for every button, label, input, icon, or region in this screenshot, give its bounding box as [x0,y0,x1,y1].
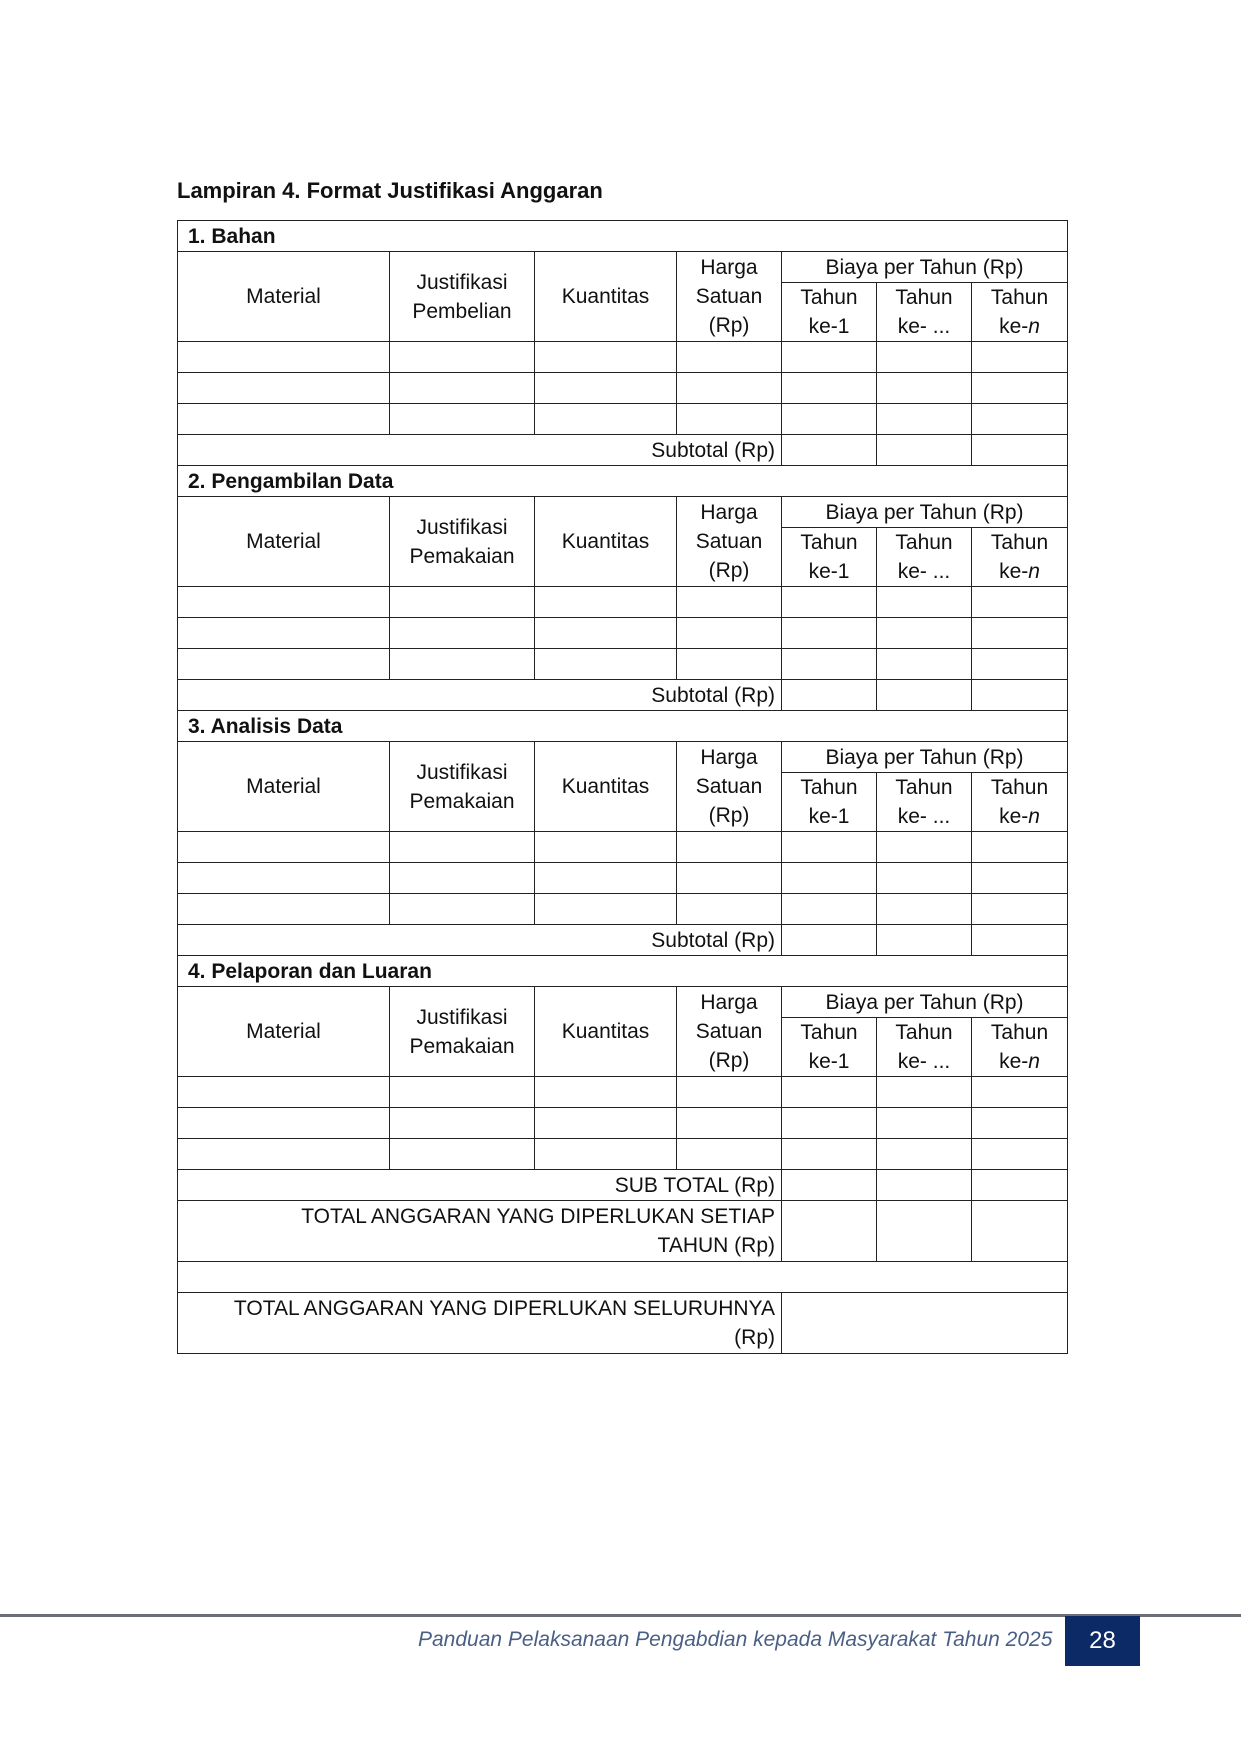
table-cell[interactable] [877,1108,972,1139]
table-cell[interactable] [782,618,877,649]
annual-cost-header: Biaya per Tahun (Rp) [782,987,1068,1018]
table-cell[interactable] [677,1139,782,1170]
table-cell[interactable] [390,587,535,618]
table-cell[interactable] [972,1139,1068,1170]
column-header-row [178,497,1068,528]
unit-price-line3: (Rp) [708,1049,750,1072]
table-cell[interactable] [782,435,877,466]
table-cell[interactable] [535,342,677,373]
table-row [178,863,1068,894]
table-cell[interactable] [782,925,877,956]
year-1-header [782,773,877,832]
unit-price-header [677,987,782,1077]
table-cell[interactable] [178,894,390,925]
year-index-prefix: ke- [999,315,1029,338]
table-cell[interactable] [972,832,1068,863]
column-header-row [178,987,1068,1018]
year-index: ke-1 [808,560,850,583]
table-cell[interactable] [390,1108,535,1139]
table-cell[interactable] [677,587,782,618]
table-cell[interactable] [782,894,877,925]
table-cell[interactable] [535,863,677,894]
table-cell[interactable] [677,373,782,404]
subtotal-row [178,1170,1068,1201]
table-cell[interactable] [178,1077,390,1108]
total-overall-line1: TOTAL ANGGARAN YANG DIPERLUKAN SELURUHNYA [233,1297,775,1320]
table-cell[interactable] [390,649,535,680]
year-ellipsis-header [877,773,972,832]
table-cell[interactable] [877,1170,972,1201]
annual-cost-header: Biaya per Tahun (Rp) [782,742,1068,773]
table-row [178,1139,1068,1170]
section-title: 1. Bahan [178,221,1068,252]
year-n-header [972,528,1068,587]
unit-price-line2: Satuan [695,530,763,553]
unit-price-header [677,742,782,832]
table-cell[interactable] [178,373,390,404]
table-cell[interactable] [677,618,782,649]
table-cell[interactable] [178,832,390,863]
table-cell[interactable] [972,618,1068,649]
year-index-prefix: ke- [999,560,1029,583]
table-cell[interactable] [390,894,535,925]
section-title: 4. Pelaporan dan Luaran [178,956,1068,987]
footer-title: Panduan Pelaksanaan Pengabdian kepada Masyarakat Tahun 2025 [418,1628,1053,1651]
table-cell[interactable] [677,832,782,863]
justification-line2: Pemakaian [409,544,515,568]
year-1-header [782,528,877,587]
table-cell[interactable] [782,373,877,404]
year-index: ke-1 [808,1050,850,1073]
budget-justification-table [177,220,1068,1354]
table-cell[interactable] [677,863,782,894]
subtotal-label: Subtotal (Rp) [178,925,782,956]
table-row [178,587,1068,618]
table-cell[interactable] [782,1108,877,1139]
table-row [178,1077,1068,1108]
table-cell[interactable] [972,894,1068,925]
year-label: Tahun [800,286,858,309]
total-per-year-row [178,1201,1068,1262]
section-header-row [178,466,1068,497]
year-index: ke-1 [808,805,850,828]
table-cell[interactable] [535,373,677,404]
table-cell[interactable] [178,618,390,649]
table-cell[interactable] [390,342,535,373]
unit-price-line2: Satuan [695,1020,763,1043]
annual-cost-header: Biaya per Tahun (Rp) [782,497,1068,528]
total-per-year-label [178,1201,782,1262]
table-cell[interactable] [877,832,972,863]
table-cell[interactable] [782,1201,877,1262]
year-n-header [972,283,1068,342]
column-header-row [178,742,1068,773]
justification-header [390,987,535,1077]
table-cell[interactable] [677,894,782,925]
page-title: Lampiran 4. Format Justifikasi Anggaran [177,178,603,203]
footer-rule [0,1614,1241,1617]
table-cell[interactable] [390,1077,535,1108]
year-label: Tahun [990,531,1049,554]
quantity-header: Kuantitas [535,497,677,587]
table-cell[interactable] [877,1077,972,1108]
justification-line2: Pemakaian [409,789,515,813]
justification-header [390,742,535,832]
table-cell[interactable] [877,404,972,435]
unit-price-header [677,497,782,587]
table-cell[interactable] [972,1170,1068,1201]
justification-line2: Pembelian [412,299,512,323]
year-ellipsis-header [877,1018,972,1077]
table-cell[interactable] [782,832,877,863]
section-header-row [178,956,1068,987]
year-index-n: n [1028,805,1040,828]
subtotal-row [178,925,1068,956]
total-per-year-line2: TAHUN (Rp) [657,1234,775,1257]
table-cell[interactable] [535,587,677,618]
justification-line1: Justifikasi [416,1005,508,1029]
year-label: Tahun [800,776,858,799]
table-cell[interactable] [877,1139,972,1170]
table-cell[interactable] [782,404,877,435]
year-label: Tahun [990,776,1049,799]
table-cell[interactable] [782,1170,877,1201]
subtotal-label: SUB TOTAL (Rp) [178,1170,782,1201]
section-header-row [178,711,1068,742]
material-header: Material [178,252,390,342]
table-cell[interactable] [677,649,782,680]
table-cell[interactable] [535,1077,677,1108]
table-cell[interactable] [972,373,1068,404]
table-cell[interactable] [535,894,677,925]
year-ellipsis-header [877,283,972,342]
table-cell[interactable] [972,680,1068,711]
table-row [178,404,1068,435]
table-cell[interactable] [535,1139,677,1170]
justification-line2: Pemakaian [409,1034,515,1058]
table-cell[interactable] [972,404,1068,435]
table-cell[interactable] [677,1108,782,1139]
section-title: 3. Analisis Data [178,711,1068,742]
table-cell[interactable] [390,1139,535,1170]
material-header: Material [178,497,390,587]
table-cell[interactable] [877,342,972,373]
table-cell[interactable] [972,863,1068,894]
subtotal-row [178,680,1068,711]
year-label: Tahun [895,531,953,554]
table-cell[interactable] [877,894,972,925]
table-cell[interactable] [877,863,972,894]
year-index: ke- ... [897,805,951,828]
total-overall-line2: (Rp) [734,1326,775,1349]
year-n-header [972,773,1068,832]
table-cell[interactable] [178,1139,390,1170]
table-cell[interactable] [535,832,677,863]
unit-price-line2: Satuan [695,775,763,798]
year-index-prefix: ke- [999,805,1029,828]
table-cell[interactable] [178,1108,390,1139]
section-header-row [178,221,1068,252]
year-index: ke- ... [897,560,951,583]
year-index: ke- ... [897,1050,951,1073]
table-row [178,618,1068,649]
unit-price-line1: Harga [700,501,758,524]
table-cell[interactable] [877,1201,972,1262]
table-cell[interactable] [972,1108,1068,1139]
year-label: Tahun [895,286,953,309]
table-cell[interactable] [877,587,972,618]
year-1-header [782,283,877,342]
unit-price-line1: Harga [700,991,758,1014]
table-row [178,373,1068,404]
table-cell[interactable] [178,863,390,894]
quantity-header: Kuantitas [535,252,677,342]
total-per-year-line1: TOTAL ANGGARAN YANG DIPERLUKAN SETIAP [301,1205,775,1228]
table-cell[interactable] [972,342,1068,373]
table-cell[interactable] [877,373,972,404]
table-cell[interactable] [390,832,535,863]
table-cell[interactable] [535,1108,677,1139]
table-cell[interactable] [877,680,972,711]
total-overall-row [178,1293,1068,1354]
table-cell[interactable] [972,435,1068,466]
table-cell[interactable] [877,649,972,680]
table-cell[interactable] [782,587,877,618]
total-overall-cell[interactable] [782,1293,1068,1354]
justification-line1: Justifikasi [416,515,508,539]
year-index-n: n [1028,315,1040,338]
table-cell[interactable] [677,1077,782,1108]
table-cell[interactable] [877,435,972,466]
unit-price-header [677,252,782,342]
year-label: Tahun [895,776,953,799]
justification-header [390,252,535,342]
table-cell[interactable] [877,925,972,956]
material-header: Material [178,742,390,832]
justification-line1: Justifikasi [416,270,508,294]
year-n-header [972,1018,1068,1077]
unit-price-line3: (Rp) [708,314,750,337]
year-label: Tahun [990,1021,1049,1044]
table-cell[interactable] [782,649,877,680]
table-cell[interactable] [972,649,1068,680]
year-index: ke- ... [897,315,951,338]
table-cell[interactable] [178,342,390,373]
subtotal-row [178,435,1068,466]
table-row [178,832,1068,863]
table-cell[interactable] [877,618,972,649]
year-ellipsis-header [877,528,972,587]
unit-price-line1: Harga [700,746,758,769]
table-cell[interactable] [782,863,877,894]
table-cell[interactable] [972,587,1068,618]
table-cell[interactable] [782,1139,877,1170]
quantity-header: Kuantitas [535,742,677,832]
table-cell[interactable] [535,618,677,649]
table-cell[interactable] [677,404,782,435]
material-header: Material [178,987,390,1077]
table-row [178,342,1068,373]
table-cell[interactable] [535,404,677,435]
year-label: Tahun [895,1021,953,1044]
table-cell[interactable] [178,649,390,680]
table-cell [178,1262,1068,1293]
year-1-header [782,1018,877,1077]
table-cell[interactable] [390,863,535,894]
table-cell[interactable] [178,404,390,435]
subtotal-label: Subtotal (Rp) [178,435,782,466]
year-index-n: n [1028,560,1040,583]
year-index: ke-1 [808,315,850,338]
column-header-row [178,252,1068,283]
table-row [178,649,1068,680]
year-index-n: n [1028,1050,1040,1073]
year-label: Tahun [800,1021,858,1044]
table-cell[interactable] [390,404,535,435]
unit-price-line2: Satuan [695,285,763,308]
table-cell[interactable] [677,342,782,373]
table-cell[interactable] [972,1201,1068,1262]
quantity-header: Kuantitas [535,987,677,1077]
annual-cost-header: Biaya per Tahun (Rp) [782,252,1068,283]
table-cell[interactable] [178,587,390,618]
table-cell[interactable] [390,618,535,649]
table-row [178,1108,1068,1139]
table-cell[interactable] [782,1077,877,1108]
page-number: 28 [1065,1616,1140,1666]
table-cell[interactable] [782,680,877,711]
justification-line1: Justifikasi [416,760,508,784]
table-cell[interactable] [535,649,677,680]
justification-header [390,497,535,587]
table-cell[interactable] [782,342,877,373]
year-index-prefix: ke- [999,1050,1029,1073]
unit-price-line1: Harga [700,256,758,279]
table-row [178,894,1068,925]
year-label: Tahun [990,286,1049,309]
spacer-row [178,1262,1068,1293]
year-label: Tahun [800,531,858,554]
table-cell[interactable] [972,925,1068,956]
section-title: 2. Pengambilan Data [178,466,1068,497]
subtotal-label: Subtotal (Rp) [178,680,782,711]
table-cell[interactable] [972,1077,1068,1108]
unit-price-line3: (Rp) [708,804,750,827]
unit-price-line3: (Rp) [708,559,750,582]
table-cell[interactable] [390,373,535,404]
total-overall-label [178,1293,782,1354]
